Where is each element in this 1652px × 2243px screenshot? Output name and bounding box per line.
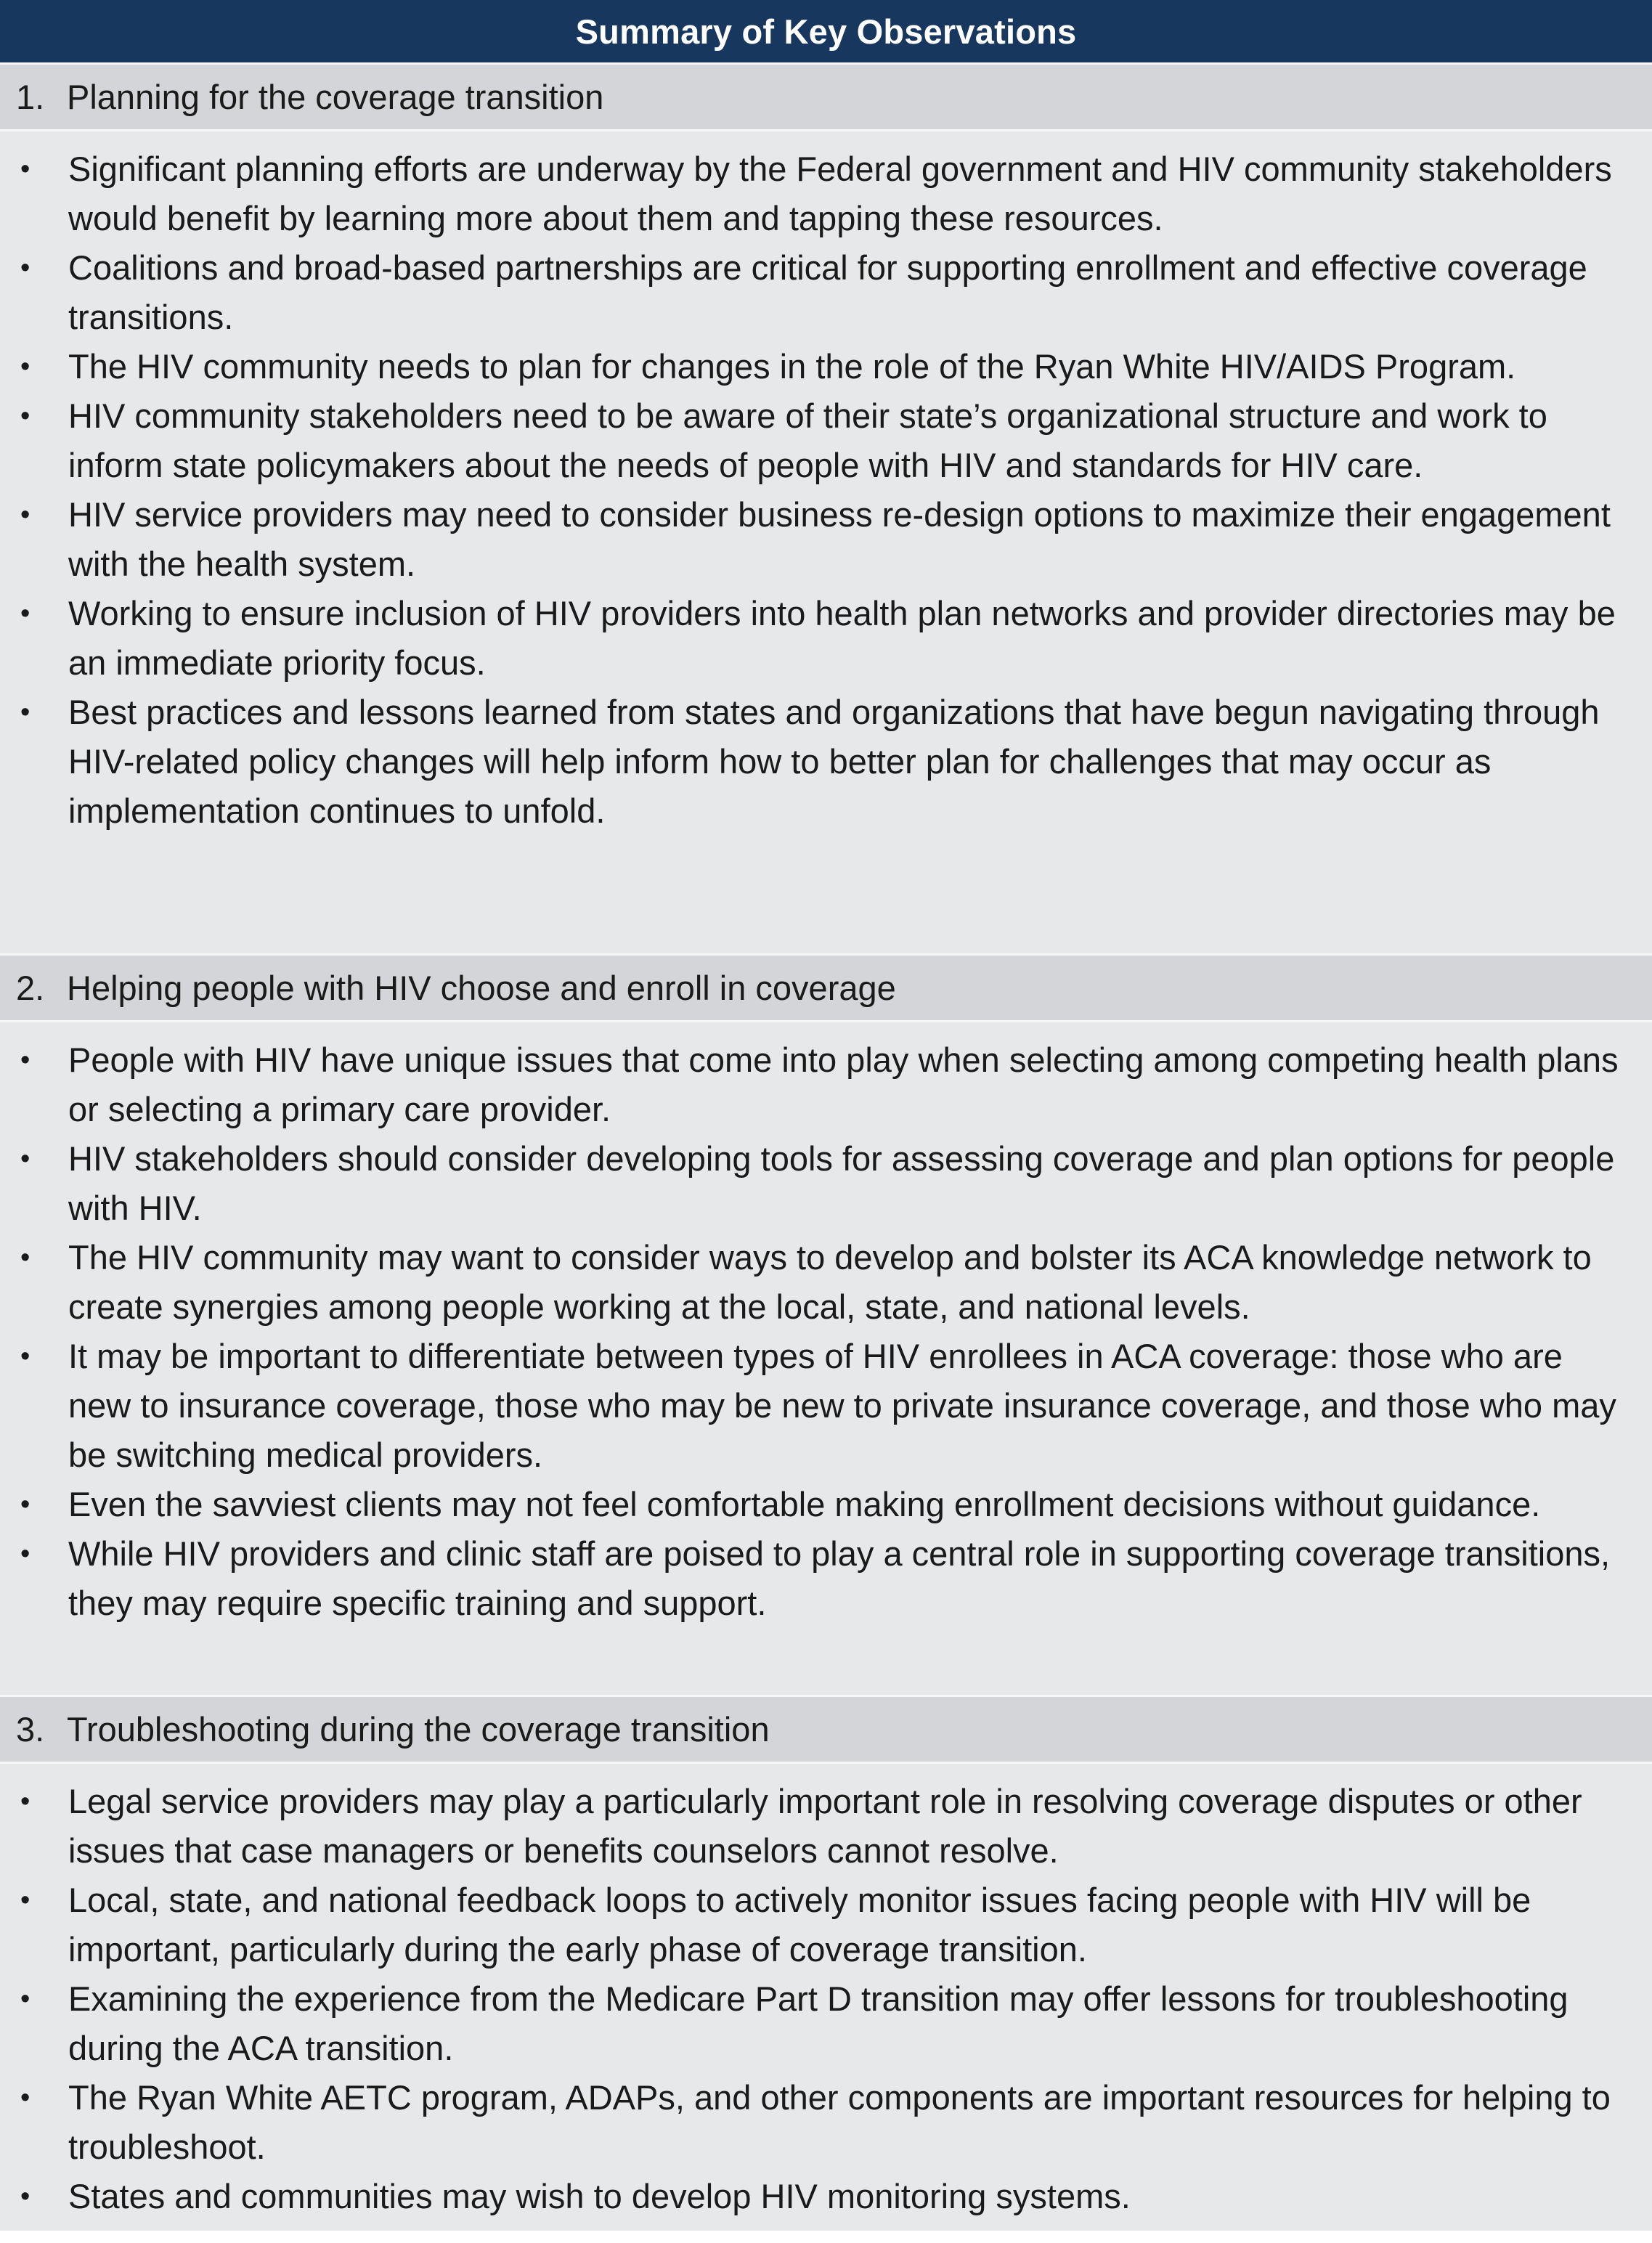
section-number: 1. bbox=[16, 78, 45, 116]
section-body-enrollment bbox=[0, 1022, 1652, 1695]
list-item bbox=[16, 1529, 1623, 1628]
bullet-icon: • bbox=[20, 1144, 30, 1174]
list-item-text: Working to ensure inclusion of HIV providers into health plan networks and provider directories may be an immediate priority focus. bbox=[68, 594, 1616, 682]
list-item bbox=[16, 1035, 1623, 1134]
bullet-icon: • bbox=[20, 697, 30, 728]
list-item bbox=[16, 243, 1623, 342]
list-item bbox=[16, 1480, 1623, 1529]
list-item-text: The HIV community may want to consider ways to develop and bolster its ACA knowledge network to create synergies among people working at the local, state, and national levels. bbox=[68, 1238, 1592, 1326]
bullet-icon: • bbox=[20, 1984, 30, 2014]
list-item-text: Examining the experience from the Medicare Part D transition may offer lessons for troubleshooting during the ACA transition. bbox=[68, 1979, 1568, 2067]
section-header-enrollment bbox=[0, 953, 1652, 1022]
list-item-text: HIV stakeholders should consider developing tools for assessing coverage and plan options for people with HIV. bbox=[68, 1139, 1615, 1227]
bullet-icon: • bbox=[20, 598, 30, 629]
list-item bbox=[16, 1134, 1623, 1233]
list-item bbox=[16, 1777, 1623, 1876]
section-header-troubleshooting bbox=[0, 1695, 1652, 1764]
section-heading: Troubleshooting during the coverage transition bbox=[67, 1710, 770, 1749]
list-item bbox=[16, 490, 1623, 589]
list-item-text: Best practices and lessons learned from states and organizations that have begun navigating through HIV-related policy changes will help inform how to better plan for challenges that may occur as implementation continues to unfold. bbox=[68, 693, 1600, 830]
list-item bbox=[16, 1233, 1623, 1332]
table-title: Summary of Key Observations bbox=[0, 0, 1652, 62]
list-item-text: Coalitions and broad-based partnerships are critical for supporting enrollment and effective coverage transitions. bbox=[68, 248, 1587, 336]
bullet-icon: • bbox=[20, 1242, 30, 1273]
list-item-text: Local, state, and national feedback loops to actively monitor issues facing people with HIV will be important, particularly during the early phase of coverage transition. bbox=[68, 1881, 1531, 1969]
section-body-planning bbox=[0, 131, 1652, 953]
list-item bbox=[16, 688, 1623, 836]
section-number: 2. bbox=[16, 969, 45, 1007]
bullet-icon: • bbox=[20, 500, 30, 530]
bullet-icon: • bbox=[20, 1045, 30, 1075]
list-item-text: HIV community stakeholders need to be aware of their state’s organizational structure and work to inform state policymakers about the needs of people with HIV and standards for HIV care. bbox=[68, 396, 1547, 484]
bullet-icon: • bbox=[20, 2181, 30, 2212]
list-item-text: Significant planning efforts are underway by the Federal government and HIV community stakeholders would benefit by learning more about them and tapping these resources. bbox=[68, 150, 1612, 237]
bullet-icon: • bbox=[20, 401, 30, 431]
list-item-text: It may be important to differentiate between types of HIV enrollees in ACA coverage: those who are new to insurance coverage, those who may be new to private insurance coverage, and those who may be switching medical providers. bbox=[68, 1337, 1616, 1474]
list-item bbox=[16, 391, 1623, 490]
section-heading: Helping people with HIV choose and enroll in coverage bbox=[67, 969, 896, 1007]
section-number: 3. bbox=[16, 1710, 45, 1749]
bullet-icon: • bbox=[20, 1539, 30, 1569]
bullet-icon: • bbox=[20, 351, 30, 382]
list-item bbox=[16, 589, 1623, 688]
list-item-text: HIV service providers may need to consider business re-design options to maximize their engagement with the health system. bbox=[68, 495, 1611, 583]
list-item-text: While HIV providers and clinic staff are poised to play a central role in supporting coverage transitions, they may require specific training and support. bbox=[68, 1534, 1611, 1622]
list-item bbox=[16, 144, 1623, 243]
list-item bbox=[16, 1974, 1623, 2073]
section-header-planning bbox=[0, 62, 1652, 131]
list-item bbox=[16, 2172, 1623, 2221]
bullet-list bbox=[16, 144, 1623, 836]
list-item-text: The HIV community needs to plan for changes in the role of the Ryan White HIV/AIDS Program. bbox=[68, 347, 1516, 386]
bullet-icon: • bbox=[20, 1489, 30, 1520]
bullet-list bbox=[16, 1777, 1623, 2221]
bullet-icon: • bbox=[20, 253, 30, 283]
bullet-icon: • bbox=[20, 154, 30, 184]
section-body-troubleshooting bbox=[0, 1764, 1652, 2243]
list-item-text: Legal service providers may play a particularly important role in resolving coverage disputes or other issues that case managers or benefits counselors cannot resolve. bbox=[68, 1782, 1582, 1870]
bullet-icon: • bbox=[20, 2083, 30, 2113]
list-item bbox=[16, 1332, 1623, 1480]
list-item-text: Even the savviest clients may not feel comfortable making enrollment decisions without guidance. bbox=[68, 1485, 1541, 1523]
section-heading: Planning for the coverage transition bbox=[67, 78, 604, 116]
list-item bbox=[16, 2073, 1623, 2172]
list-item-text: States and communities may wish to develop HIV monitoring systems. bbox=[68, 2177, 1131, 2215]
bullet-list bbox=[16, 1035, 1623, 1628]
list-item-text: The Ryan White AETC program, ADAPs, and other components are important resources for helping to troubleshoot. bbox=[68, 2078, 1611, 2166]
list-item bbox=[16, 1876, 1623, 1974]
bullet-icon: • bbox=[20, 1341, 30, 1372]
bullet-icon: • bbox=[20, 1885, 30, 1916]
bullet-icon: • bbox=[20, 1786, 30, 1817]
list-item bbox=[16, 342, 1623, 391]
list-item-text: People with HIV have unique issues that come into play when selecting among competing health plans or selecting a primary care provider. bbox=[68, 1041, 1619, 1128]
